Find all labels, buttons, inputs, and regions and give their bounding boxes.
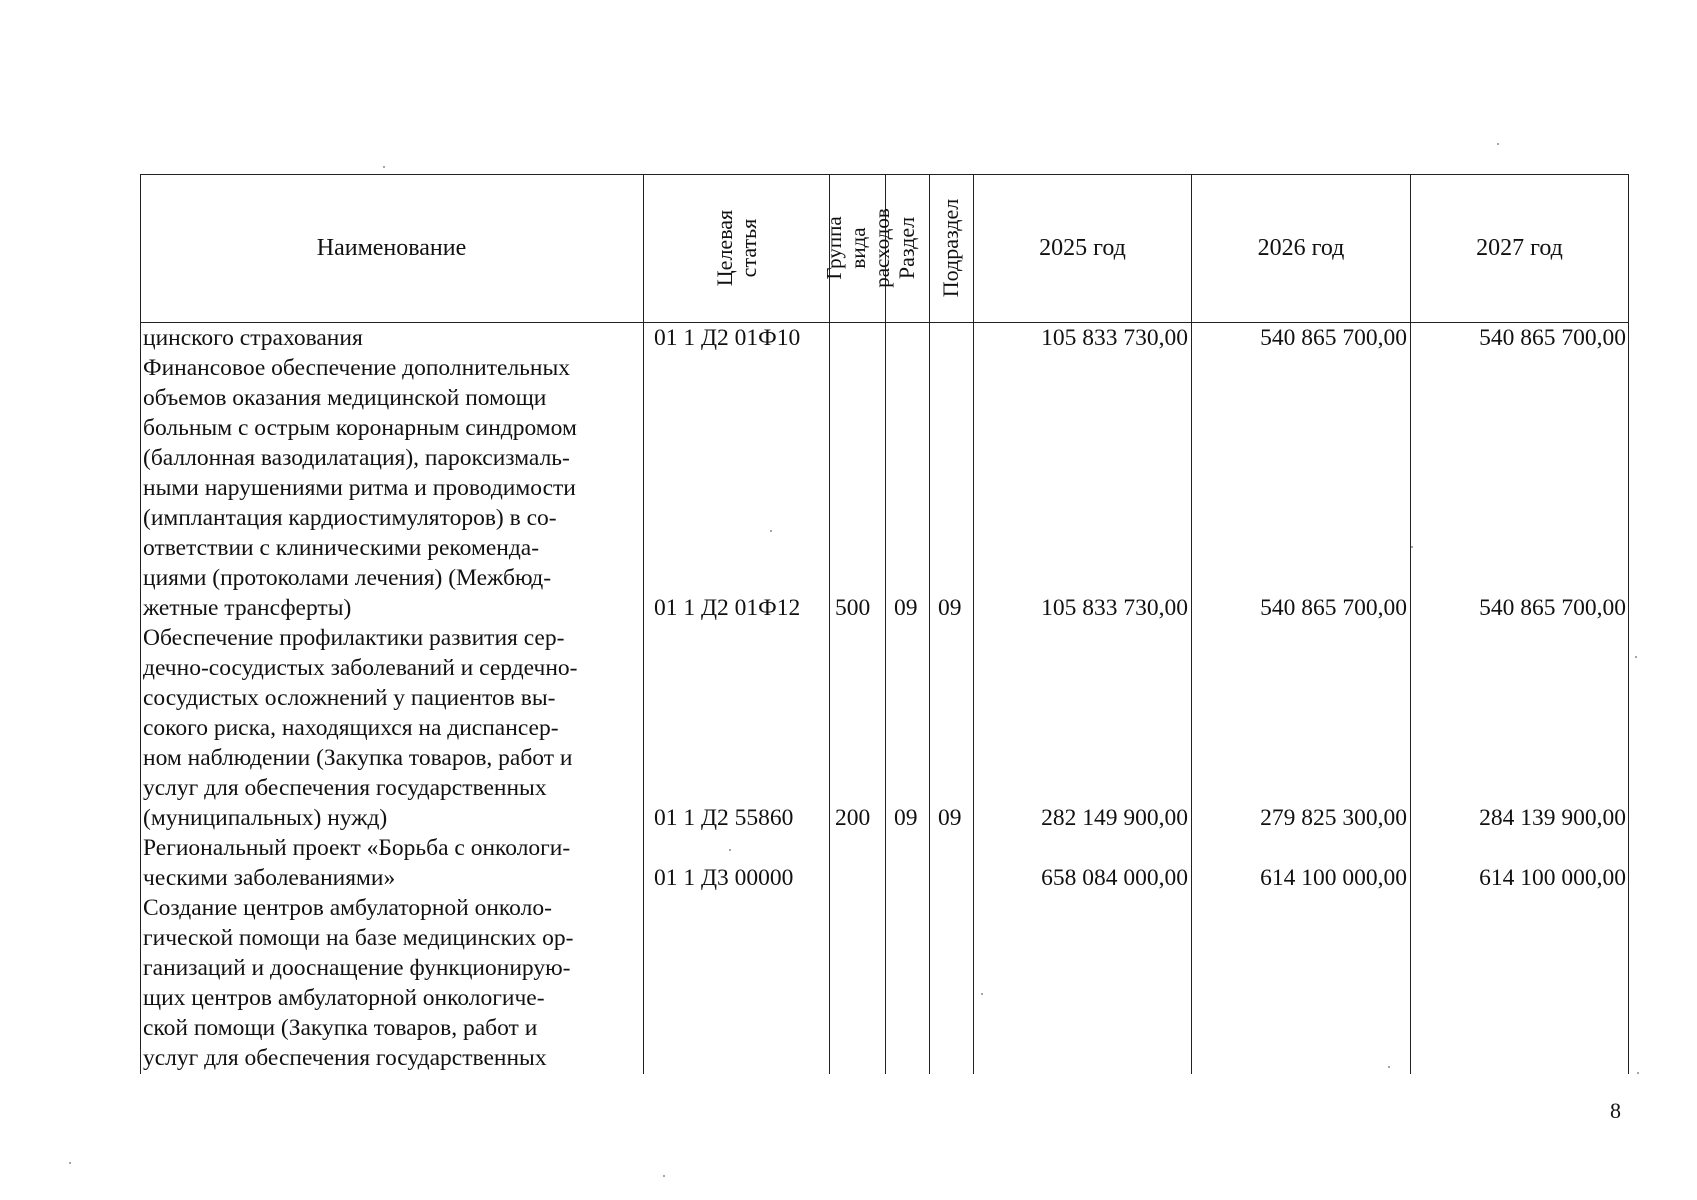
row-3-2027: 614 100 000,00	[1479, 865, 1626, 891]
scan-speck	[770, 530, 772, 532]
name-line: ответствии с клиническими рекоменда-	[143, 535, 540, 561]
budget-table	[140, 174, 1628, 1074]
name-line: сокого риска, находящихся на диспансер-	[143, 715, 559, 741]
name-line: жетные трансферты)	[143, 595, 352, 621]
name-line: Региональный проект «Борьба с онкологи-	[143, 835, 571, 861]
row-2-2025: 282 149 900,00	[1041, 805, 1188, 831]
row-1-2025: 105 833 730,00	[1041, 595, 1188, 621]
row-3-2026: 614 100 000,00	[1260, 865, 1407, 891]
row-0-code: 01 1 Д2 01Ф10	[654, 325, 801, 351]
name-line: больным с острым коронарным синдромом	[143, 415, 577, 441]
name-line: ном наблюдении (Закупка товаров, работ и	[143, 745, 573, 771]
row-3-2025: 658 084 000,00	[1041, 865, 1188, 891]
row-1-subsection: 09	[938, 595, 962, 621]
header-target-article: Целевая статья	[711, 209, 761, 287]
row-1-group: 500	[835, 595, 871, 621]
row-2-code: 01 1 Д2 55860	[654, 805, 794, 831]
name-line: услуг для обеспечения государственных	[143, 1045, 547, 1071]
row-0-2026: 540 865 700,00	[1260, 325, 1407, 351]
scan-speck	[69, 1162, 71, 1164]
row-2-group: 200	[835, 805, 871, 831]
name-line: ской помощи (Закупка товаров, работ и	[143, 1015, 538, 1041]
row-1-2027: 540 865 700,00	[1479, 595, 1626, 621]
row-1-name	[143, 353, 639, 623]
page-number: 8	[1610, 1098, 1621, 1123]
name-line: Финансовое обеспечение дополнительных	[143, 355, 571, 381]
row-2-2026: 279 825 300,00	[1260, 805, 1407, 831]
header-year-2026: 2026 год	[1257, 234, 1345, 261]
name-line: (имплантация кардиостимуляторов) в со-	[143, 505, 557, 531]
name-line: Создание центров амбулаторной онколо-	[143, 895, 552, 921]
row-1-section: 09	[894, 595, 918, 621]
name-line: гической помощи на базе медицинских ор-	[143, 925, 574, 951]
name-line: щих центров амбулаторной онкологиче-	[143, 985, 545, 1011]
row-0-2025: 105 833 730,00	[1041, 325, 1188, 351]
name-line: объемов оказания медицинской помощи	[143, 385, 547, 411]
header-expense-group: Группа вида расходов	[821, 208, 894, 288]
name-line: (муниципальных) нужд)	[143, 805, 388, 831]
row-2-2027: 284 139 900,00	[1479, 805, 1626, 831]
scan-speck	[1637, 1072, 1639, 1074]
header-subsection: Подраздел	[938, 198, 964, 298]
name-line: Обеспечение профилактики развития сер-	[143, 625, 565, 651]
row-1-2026: 540 865 700,00	[1260, 595, 1407, 621]
name-line: дечно-сосудистых заболеваний и сердечно-	[143, 655, 578, 681]
header-year-2025: 2025 год	[1039, 234, 1126, 261]
name-line: (баллонная вазодилатация), пароксизмаль-	[143, 445, 570, 471]
name-line: сосудистых осложнений у пациентов вы-	[143, 685, 556, 711]
table-border-right	[1628, 174, 1629, 1074]
name-line: циями (протоколами лечения) (Межбюд-	[143, 565, 552, 591]
row-3-name	[143, 833, 639, 893]
row-2-name	[143, 623, 639, 833]
scan-speck	[1635, 656, 1637, 658]
scan-speck	[1497, 143, 1499, 145]
scan-speck	[663, 1175, 665, 1177]
scan-speck	[1411, 546, 1413, 548]
scan-speck	[729, 849, 731, 851]
row-2-subsection: 09	[938, 805, 962, 831]
scan-speck	[981, 993, 983, 995]
name-line: ческими заболеваниями»	[143, 865, 396, 891]
scan-speck	[383, 166, 385, 168]
name-line: услуг для обеспечения государственных	[143, 775, 547, 801]
header-name: Наименование	[316, 234, 467, 261]
row-0-2027: 540 865 700,00	[1479, 325, 1626, 351]
header-year-2027: 2027 год	[1476, 234, 1563, 261]
scan-speck	[1388, 1066, 1390, 1068]
name-line: ными нарушениями ритма и проводимости	[143, 475, 576, 501]
name-line: цинского страхования	[143, 325, 363, 351]
row-0-name	[143, 323, 639, 353]
row-3-code: 01 1 Д3 00000	[654, 865, 794, 891]
name-column	[143, 323, 639, 1073]
row-2-section: 09	[894, 805, 918, 831]
header-section: Раздел	[894, 216, 920, 280]
row-4-name	[143, 893, 639, 1073]
row-1-code: 01 1 Д2 01Ф12	[654, 595, 801, 621]
name-line: ганизаций и дооснащение функционирую-	[143, 955, 571, 981]
